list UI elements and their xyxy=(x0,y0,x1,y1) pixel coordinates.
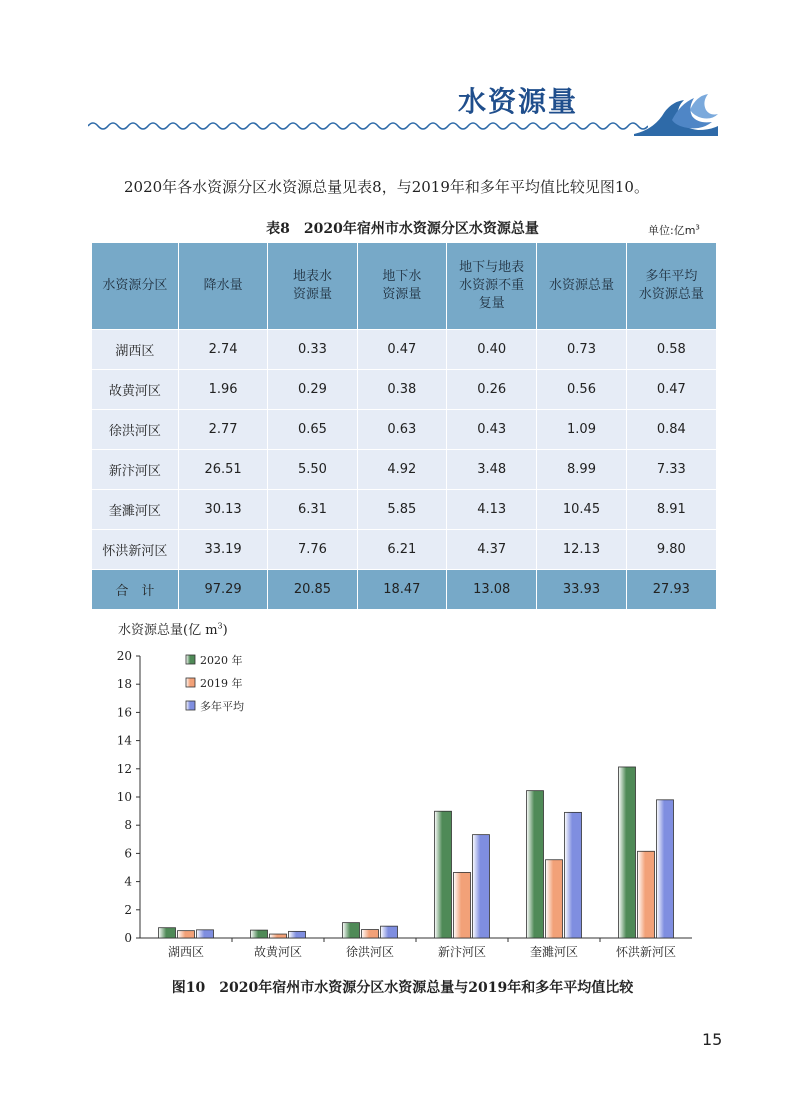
y-tick-label: 10 xyxy=(116,790,132,804)
bar xyxy=(657,800,674,938)
x-tick-label: 新汴河区 xyxy=(437,945,487,959)
table-cell: 30.13 xyxy=(178,490,267,530)
legend-swatch xyxy=(186,701,195,710)
table-total-row xyxy=(92,570,716,610)
table-header-cell: 多年平均 水资源总量 xyxy=(626,243,716,330)
table-cell: 5.85 xyxy=(357,490,446,530)
table-cell: 1.96 xyxy=(178,370,267,410)
table-cell: 33.19 xyxy=(178,530,267,570)
table-cell: 6.31 xyxy=(268,490,357,530)
y-tick-label: 12 xyxy=(116,761,132,776)
bar xyxy=(362,930,379,938)
table-row xyxy=(92,410,716,450)
y-tick-label: 2 xyxy=(124,902,132,917)
table-cell: 0.58 xyxy=(626,330,716,370)
bar-chart xyxy=(100,640,700,970)
table-cell: 1.09 xyxy=(537,410,626,450)
water-resources-table xyxy=(92,243,716,609)
table-cell: 27.93 xyxy=(626,570,716,610)
y-tick-label: 18 xyxy=(116,677,132,692)
table-title: 表8 2020年宿州市水资源分区水资源总量 xyxy=(266,221,539,237)
table-header-cell: 地下与地表 水资源不重 复量 xyxy=(447,243,537,330)
y-tick-label: 4 xyxy=(124,874,132,889)
table-row xyxy=(92,330,716,370)
table-cell: 4.13 xyxy=(447,490,537,530)
bar xyxy=(619,767,636,938)
legend-swatch xyxy=(186,655,195,664)
table-cell: 湖西区 xyxy=(92,330,178,370)
table-cell: 0.29 xyxy=(268,370,357,410)
bar xyxy=(159,928,176,938)
table-header-cell: 降水量 xyxy=(178,243,267,330)
bar xyxy=(270,934,287,938)
table-cell: 7.76 xyxy=(268,530,357,570)
table-cell: 10.45 xyxy=(537,490,626,530)
bar xyxy=(565,812,582,938)
table-cell: 20.85 xyxy=(268,570,357,610)
bar xyxy=(638,851,655,938)
table-cell: 4.92 xyxy=(357,450,446,490)
table-cell: 13.08 xyxy=(447,570,537,610)
x-tick-label: 湖西区 xyxy=(167,945,205,959)
table-cell: 5.50 xyxy=(268,450,357,490)
bar xyxy=(546,860,563,938)
table-cell: 0.65 xyxy=(268,410,357,450)
bar xyxy=(251,930,268,938)
legend-swatch xyxy=(186,678,195,687)
table-header-row xyxy=(92,243,716,330)
chart-y-axis-label: 水资源总量(亿 $m^3$) xyxy=(118,621,228,638)
table-cell: 0.63 xyxy=(357,410,446,450)
table-body xyxy=(92,330,716,610)
table-cell: 0.73 xyxy=(537,330,626,370)
table-cell: 7.33 xyxy=(626,450,716,490)
bar xyxy=(527,791,544,938)
table-cell: 9.80 xyxy=(626,530,716,570)
bar xyxy=(343,923,360,938)
page-number: 15 xyxy=(702,1030,723,1049)
table-cell: 3.48 xyxy=(447,450,537,490)
y-tick-label: 0 xyxy=(124,931,132,945)
x-tick-label: 怀洪新河区 xyxy=(615,945,677,959)
table-cell: 26.51 xyxy=(178,450,267,490)
table-cell: 2.74 xyxy=(178,330,267,370)
table-row xyxy=(92,450,716,490)
table-cell: 2.77 xyxy=(178,410,267,450)
y-tick-label: 20 xyxy=(116,649,132,663)
y-tick-label: 8 xyxy=(124,818,132,833)
table-row xyxy=(92,370,716,410)
table-cell: 0.47 xyxy=(357,330,446,370)
y-tick-label: 14 xyxy=(116,733,132,748)
table-cell: 97.29 xyxy=(178,570,267,610)
table-cell: 6.21 xyxy=(357,530,446,570)
table-cell: 8.99 xyxy=(537,450,626,490)
table-header-cell: 水资源分区 xyxy=(92,243,178,330)
x-tick-label: 奎濉河区 xyxy=(529,945,579,959)
table-cell: 4.37 xyxy=(447,530,537,570)
table-header-cell: 地表水 资源量 xyxy=(268,243,357,330)
table-cell: 新汴河区 xyxy=(92,450,178,490)
legend-label: 多年平均 xyxy=(200,700,244,713)
bar xyxy=(289,931,306,938)
wave-divider xyxy=(88,118,648,134)
table-cell: 12.13 xyxy=(537,530,626,570)
bar xyxy=(454,872,471,938)
table-cell: 0.33 xyxy=(268,330,357,370)
bar xyxy=(381,926,398,938)
table-cell: 徐洪河区 xyxy=(92,410,178,450)
table-row xyxy=(92,530,716,570)
bar xyxy=(197,930,214,938)
table-cell: 0.56 xyxy=(537,370,626,410)
bar xyxy=(435,811,452,938)
wave-logo-icon xyxy=(632,90,720,138)
figure-caption: 图10 2020年宿州市水资源分区水资源总量与2019年和多年平均值比较 xyxy=(171,980,634,996)
table-header-cell: 水资源总量 xyxy=(537,243,626,330)
bar xyxy=(178,931,195,938)
table-cell: 0.40 xyxy=(447,330,537,370)
table-header-cell: 地下水 资源量 xyxy=(357,243,446,330)
table-cell: 故黄河区 xyxy=(92,370,178,410)
legend-label: 2020 年 xyxy=(200,654,243,667)
table-row xyxy=(92,490,716,530)
y-tick-label: 16 xyxy=(116,705,132,720)
table-unit: 单位:亿$m^3$ xyxy=(648,223,700,237)
bar xyxy=(473,835,490,938)
table-cell: 怀洪新河区 xyxy=(92,530,178,570)
table-cell: 18.47 xyxy=(357,570,446,610)
table-cell: 0.43 xyxy=(447,410,537,450)
section-title: 水资源量 xyxy=(458,85,579,118)
table-cell: 33.93 xyxy=(537,570,626,610)
legend-label: 2019 年 xyxy=(200,677,243,690)
table-cell: 合 计 xyxy=(92,570,178,610)
table-cell: 0.38 xyxy=(357,370,446,410)
table-cell: 奎濉河区 xyxy=(92,490,178,530)
table-cell: 8.91 xyxy=(626,490,716,530)
table-cell: 0.26 xyxy=(447,370,537,410)
intro-paragraph: 2020年各水资源分区水资源总量见表8，与2019年和多年平均值比较见图10。 xyxy=(124,178,649,196)
x-tick-label: 故黄河区 xyxy=(253,945,303,959)
y-tick-label: 6 xyxy=(124,846,132,861)
table-cell: 0.84 xyxy=(626,410,716,450)
table-cell: 0.47 xyxy=(626,370,716,410)
x-tick-label: 徐洪河区 xyxy=(345,945,395,959)
